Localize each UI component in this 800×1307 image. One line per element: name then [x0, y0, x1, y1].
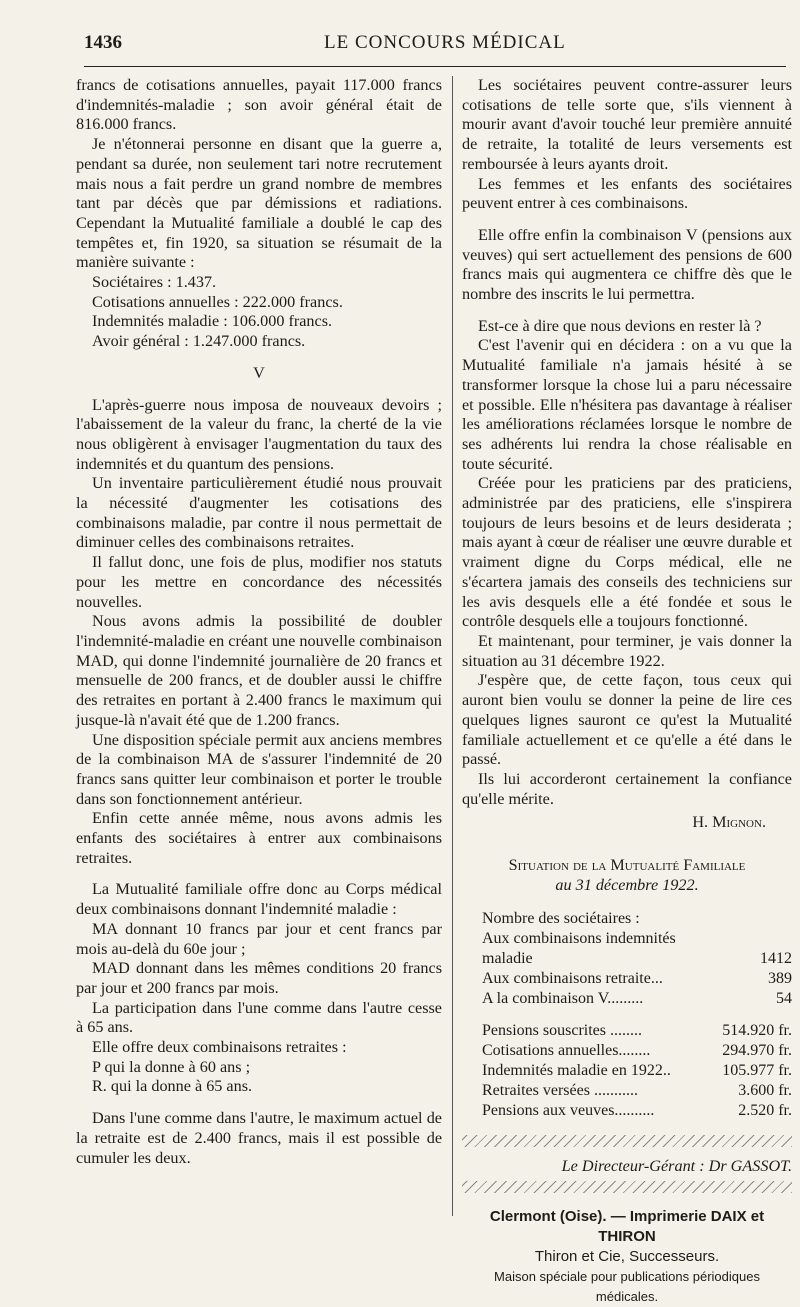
stats-value: 389 — [768, 970, 792, 988]
stats-value: 2.520 fr. — [738, 1102, 792, 1120]
stats-label: Pensions aux veuves.......... — [482, 1102, 655, 1120]
printer-line: Maison spéciale pour publications périodiques médicales. — [494, 1268, 760, 1304]
stats-group-label: Nombre des sociétaires : — [482, 910, 640, 928]
stats-value: 514.920 fr. — [722, 1022, 792, 1040]
stats-table — [462, 909, 792, 1121]
stats-label: maladie — [482, 950, 533, 968]
stats-label: Cotisations annuelles........ — [482, 1042, 651, 1060]
stats-title-line1: Situation de la Mutualité Familiale — [508, 856, 746, 875]
paragraph: R. qui la donne à 65 ans. — [92, 1077, 253, 1096]
paragraph: L'après-guerre nous imposa de nouveaux devoirs ; l'abaissement de la valeur du franc, la cherté de la vie nous obligèrent à envisager l'augmentation du taux des indemnités et du quantum des pensions. — [76, 395, 442, 473]
stats-value — [711, 929, 792, 949]
ornamental-rule — [462, 1135, 792, 1147]
stats-label: Pensions souscrites ........ — [482, 1022, 642, 1040]
signature: H. Mignon. — [692, 813, 766, 832]
paragraph: Une disposition spéciale permit aux anciens membres de la combinaison MA de s'assurer l'indemnité de 20 francs sans quitter leur combinaison et porter le trouble dans son fonctionnement antérieur. — [76, 730, 442, 808]
stats-value: 3.600 fr. — [738, 1082, 792, 1100]
stats-row — [462, 1021, 792, 1041]
left-column — [76, 76, 442, 1168]
paragraph: J'espère que, de cette façon, tous ceux qui auront bien voulu se donner la peine de lire ces quelques lignes sauront ce qu'est la Mutualité familiale actuellement et ce qu'elle a été dans le passé. — [462, 671, 792, 769]
stats-label: Aux combinaisons retraite... — [482, 970, 663, 988]
paragraph: Elle offre deux combinaisons retraites : — [92, 1038, 347, 1057]
paragraph: La Mutualité familiale offre donc au Corps médical deux combinaisons donnant l'indemnité maladie : — [76, 880, 442, 919]
paragraph: Dans l'une comme dans l'autre, le maximum actuel de la retraite est de 2.400 francs, mais il est possible de cumuler les deux. — [76, 1109, 442, 1167]
stats-label: Aux combinaisons indemnités — [482, 930, 676, 948]
stats-value: 54 — [776, 990, 792, 1008]
stats-row — [462, 989, 792, 1009]
paragraph: Enfin cette année même, nous avons admis les enfants des sociétaires à entrer aux combinaisons retraites. — [76, 809, 442, 867]
ornamental-rule — [462, 1181, 792, 1193]
stats-value: 1412 — [760, 950, 792, 968]
paragraph: Les femmes et les enfants des sociétaires peuvent entrer à ces combinaisons. — [462, 174, 792, 213]
list-item: Indemnités maladie : 106.000 francs. — [92, 312, 333, 331]
stats-label: Indemnités maladie en 1922.. — [482, 1062, 671, 1080]
stats-title-line2: au 31 décembre 1922. — [555, 876, 699, 895]
paragraph: francs de cotisations annuelles, payait 117.000 francs d'indemnités-maladie ; son avoir général était de 816.000 francs. — [76, 76, 442, 134]
stats-label: Retraites versées ........... — [482, 1082, 638, 1100]
paragraph: Je n'étonnerai personne en disant que la guerre a, pendant sa durée, non seulement tari notre recrutement mais nous a fait perdre un grand nombre de membres tant par décès que par démissions et radiations. Cependant la Mutualité familiale a doublé le cap des tempêtes et, fin 1920, sa situation se résumait de la manière suivante : — [76, 135, 442, 272]
paragraph: P qui la donne à 60 ans ; — [92, 1057, 251, 1076]
column-divider — [452, 76, 453, 1216]
paragraph: Créée pour les praticiens par des praticiens, administrée par des praticiens, elle s'inspirera toujours de leurs besoins et de leurs desiderata ; mais ayant à cœur de réaliser une œuvre durable et vraiment digne du Corps médical, elle ne s'écartera jamais des conseils des techniciens sur les avis desquels elle a été fondée et sous le contrôle desquels elle a toujours fonctionné. — [462, 474, 792, 631]
paragraph: Nous avons admis la possibilité de doubler l'indemnité-maladie en créant une nouvelle combinaison MAD, qui donne l'indemnité journalière de 20 francs et mensuelle de 200 francs, et de doubler aussi le chiffre des retraites en portant à 2.400 francs le maximum qui jusque-là n'avait été que de 1.200 francs. — [76, 612, 442, 729]
paragraph: Elle offre enfin la combinaison V (pensions aux veuves) qui sert actuellement des pensions de 600 francs mais qui augmentera ce chiffre dès que le nombre des inscrits le lui permettra. — [462, 225, 792, 304]
section-heading: V — [253, 363, 265, 382]
stats-row — [462, 929, 792, 949]
printer-line: Thiron et Cie, Successeurs. — [534, 1247, 720, 1265]
stats-row — [462, 1081, 792, 1101]
stats-value: 294.970 fr. — [722, 1042, 792, 1060]
paragraph: Est-ce à dire que nous devions en rester là ? — [478, 316, 762, 335]
stats-row — [462, 1061, 792, 1081]
stats-spacer — [462, 1009, 792, 1021]
stats-row — [462, 949, 792, 969]
paragraph: Il fallut donc, une fois de plus, modifier nos statuts pour les mettre en concordance des nécessités nouvelles. — [76, 553, 442, 611]
page-number: 1436 — [84, 32, 122, 53]
list-item: Sociétaires : 1.437. — [92, 273, 217, 292]
paragraph: Et maintenant, pour terminer, je vais donner la situation au 31 décembre 1922. — [462, 631, 792, 670]
running-title: LE CONCOURS MÉDICAL — [324, 32, 566, 53]
paragraph: Les sociétaires peuvent contre-assurer leurs cotisations de telle sorte que, s'ils viennent à mourir avant d'avoir touché leur première annuité de retraite, la totalité de leurs versements est remboursée à leurs ayants droit. — [462, 76, 792, 173]
stats-row — [462, 1041, 792, 1061]
paragraph: C'est l'avenir qui en décidera : on a vu que la Mutualité familiale n'a jamais hésité à se transformer lorsque la chose lui a paru nécessaire et possible. Elle n'hésitera pas davantage à réaliser les améliorations réclamées lorsque le nombre de ses adhérents lui rendra la chose réalisable en toute sécurité. — [462, 336, 792, 473]
paragraph: Un inventaire particulièrement étudié nous prouvait la nécessité d'augmenter les cotisations des combinaisons maladie, par contre il nous permettait de diminuer celles des combinaisons retraites. — [76, 474, 442, 552]
stats-value: 105.977 fr. — [722, 1062, 792, 1080]
paragraph: MAD donnant dans les mêmes conditions 20 francs par jour et 200 francs par mois. — [76, 959, 442, 997]
paragraph: Ils lui accorderont certainement la confiance qu'elle mérite. — [462, 769, 792, 808]
stats-row — [462, 969, 792, 989]
page-header — [84, 30, 778, 66]
director-line: Le Directeur-Gérant : Dr GASSOT. — [561, 1157, 792, 1176]
list-item: Avoir général : 1.247.000 francs. — [92, 332, 306, 351]
paragraph: MA donnant 10 francs par jour et cent francs par mois au-delà du 60e jour ; — [76, 919, 442, 958]
printer-imprint — [462, 1207, 792, 1307]
list-item: Cotisations annuelles : 222.000 francs. — [92, 292, 343, 311]
right-column — [462, 76, 792, 1307]
stats-row — [462, 1101, 792, 1121]
stats-label: A la combinaison V......... — [482, 990, 644, 1008]
stats-title — [462, 855, 792, 895]
header-rule — [84, 66, 786, 67]
printer-line: Clermont (Oise). — Imprimerie DAIX et THIRON — [489, 1207, 765, 1245]
paragraph: La participation dans l'une comme dans l'autre cesse à 65 ans. — [76, 998, 442, 1037]
